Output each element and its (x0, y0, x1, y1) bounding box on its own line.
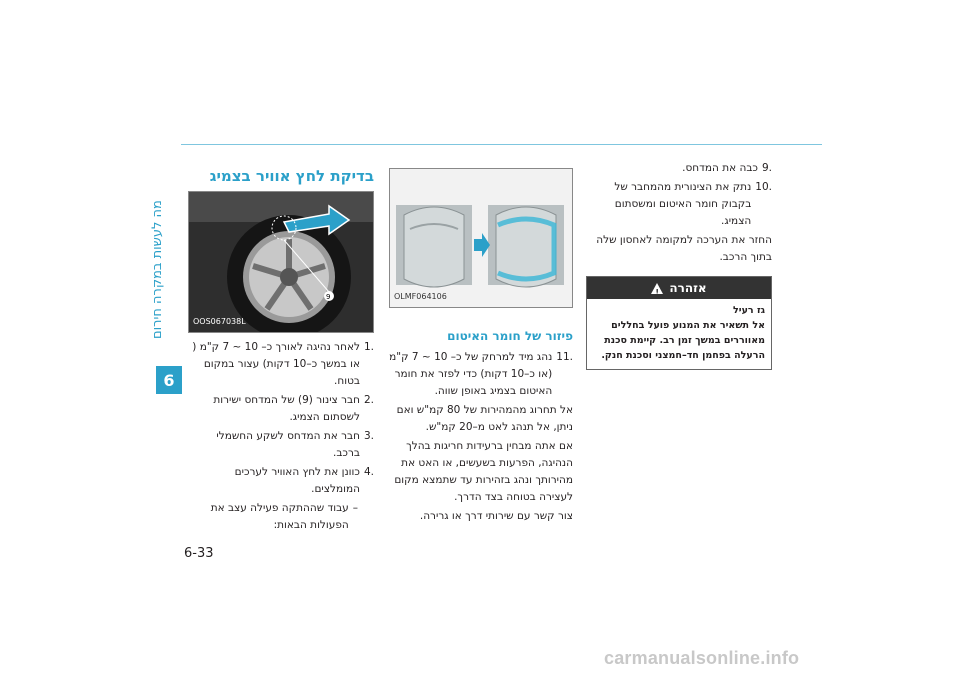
paragraph: אל תחרוג מהמהירות של 80 קמ"ש ואם ניתן, אל תנהג לאט מ–20 קמ"ש. (396, 404, 573, 433)
warning-triangle-icon: ! (651, 283, 663, 294)
figure-code: OOS067038L (193, 317, 246, 326)
warning-body-title: גז רעיל (733, 305, 765, 316)
page-number: 6-33 (184, 546, 214, 561)
top-rule (181, 144, 822, 145)
paragraph: החזר את הערכה למקומה לאחסון שלה בתוך הרכב. (596, 234, 772, 263)
wheel-illustration (189, 192, 373, 332)
chapter-tab: 6 (156, 366, 182, 394)
warning-box (586, 276, 772, 370)
callout-number: 9 (326, 293, 331, 301)
list-item: .3 חבר את המדחס לשקע החשמלי ברכב. (216, 430, 374, 459)
list-item: .9 כבה את המדחס. (682, 162, 772, 174)
tire-sealant-illustration (390, 169, 572, 307)
paragraph: צור קשר עם שירותי דרך או גרירה. (419, 510, 573, 522)
subsection-title: פיזור של חומר האיטום (447, 329, 573, 343)
figure-code: OLMF064106 (394, 292, 447, 301)
list-item: .1 לאחר נהיגה לאורך כ– 10 ~ 7 ק"מ ( או במשך כ–10 דקות) עצור במקום בטוח. (192, 341, 374, 387)
warning-title: אזהרה (669, 280, 707, 295)
watermark: carmanualsonline.info (604, 648, 800, 668)
warning-body (587, 299, 771, 369)
sealant-figure (389, 168, 573, 308)
list-item: .4 כוונן את לחץ האוויר לערכים המומלצים. (234, 466, 374, 495)
left-column (188, 168, 374, 536)
section-title: בדיקת לחץ אוויר בצמיג (209, 167, 374, 185)
middle-column (389, 168, 573, 527)
list-item: .2 חבר צינור (9) של המדחס ישירות לשסתום הצמיג. (213, 394, 374, 423)
warning-header (587, 277, 771, 299)
list-item: .11 נהג מיד למרחק של כ– 10 ~ 7 ק"מ (או כ–10 דקות) כדי לפזר את חומר האיטום בצמיג באופן שווה. (389, 351, 573, 397)
chapter-side-label: מה לעשות במקרה חירום (150, 200, 165, 339)
list-item: .10 נתק את הצינורית מהמחבר של בקבוק חומר האיטום ומשסתום הצמיג. (614, 181, 772, 227)
warning-body-text: אל תשאיר את המנוע פועל בחללים מאווררים במשך זמן רב. קיימת סכנת הרעלה בפחמן חד–חמצני וסכנת חנק. (601, 320, 765, 361)
tire-pressure-figure (188, 191, 374, 333)
dash-item: – עבוד שההתקה פעילה עצב את הפעולות הבאות: (210, 502, 358, 531)
right-column (588, 160, 772, 370)
paragraph: אם אתה מבחין ברעידות חריגות בהלך הנהיגה, הפרעות בשעשים, או האט את מהירותך ונהג בזהירות עד שתמצא מקום לעצירה בטוחה בצד הדרך. (394, 440, 573, 503)
